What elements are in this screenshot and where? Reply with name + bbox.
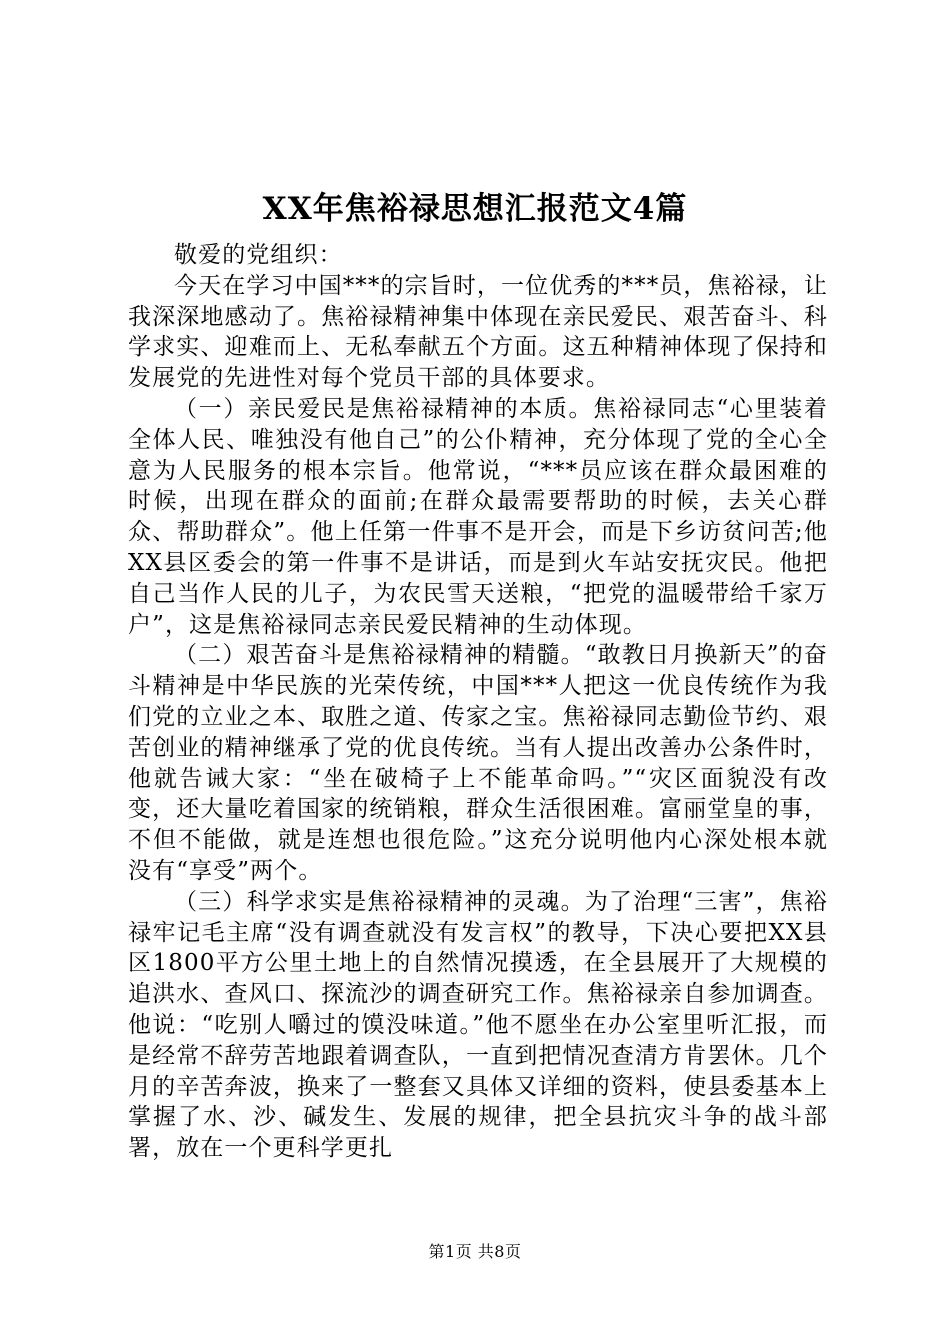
paragraph-section-1: （一）亲民爱民是焦裕禄精神的本质。焦裕禄同志“心里装着全体人民、唯独没有他自己”的公仆精神，充分体现了党的全心全意为人民服务的根本宗旨。他常说，“***员应该在群众最困难的时候，出现在群众的面前;在群众最需要帮助的时候，去关心群众、帮助群众”。他上任第一件事不是开会，而是下乡访贫问苦;他XX县区委会的第一件事不是讲话，而是到火车站安抚灾民。他把自己当作人民的儿子，为农民雪天送粮，“把党的温暖带给千家万户”，这是焦裕禄同志亲民爱民精神的生动体现。	[128, 395, 828, 638]
paragraph-section-3: （三）科学求实是焦裕禄精神的灵魂。为了治理“三害”，焦裕禄牢记毛主席“没有调查就没有发言权”的教导，下决心要把XX县区1800平方公里土地上的自然情况摸透，在全县展开了大规模的追洪水、查风口、探流沙的调查研究工作。焦裕禄亲自参加调查。他说：“吃别人嚼过的馍没味道。”他不愿坐在办公室里听汇报，而是经常不辞劳苦地跟着调查队，一直到把情况查清方肯罢休。几个月的辛苦奔波，换来了一整套又具体又详细的资料，使县委基本上掌握了水、沙、碱发生、发展的规律，把全县抗灾斗争的战斗部署，放在一个更科学更扎	[128, 888, 828, 1162]
paragraph-section-2: （二）艰苦奋斗是焦裕禄精神的精髓。“敢教日月换新天”的奋斗精神是中华民族的光荣传统，中国***人把这一优良传统作为我们党的立业之本、取胜之道、传家之宝。焦裕禄同志勤俭节约、艰苦创业的精神继承了党的优良传统。当有人提出改善办公条件时，他就告诫大家：“坐在破椅子上不能革命吗。”“灾区面貌没有改变，还大量吃着国家的统销粮，群众生活很困难。富丽堂皇的事，不但不能做，就是连想也很危险。”这充分说明他内心深处根本就没有“享受”两个。	[128, 642, 828, 884]
salutation: 敬爱的党组织：	[174, 242, 343, 268]
paragraph-intro: 今天在学习中国***的宗旨时，一位优秀的***员，焦裕禄，让我深深地感动了。焦裕禄精神集中体现在亲民爱民、艰苦奋斗、科学求实、迎难而上、无私奉献五个方面。这五种精神体现了保持和发展党的先进性对每个党员干部的具体要求。	[128, 272, 828, 392]
page-number-footer: 第1页 共8页	[428, 1242, 522, 1261]
document-title: XX年焦裕禄思想汇报范文4篇	[262, 191, 688, 227]
document-body	[128, 240, 828, 1164]
